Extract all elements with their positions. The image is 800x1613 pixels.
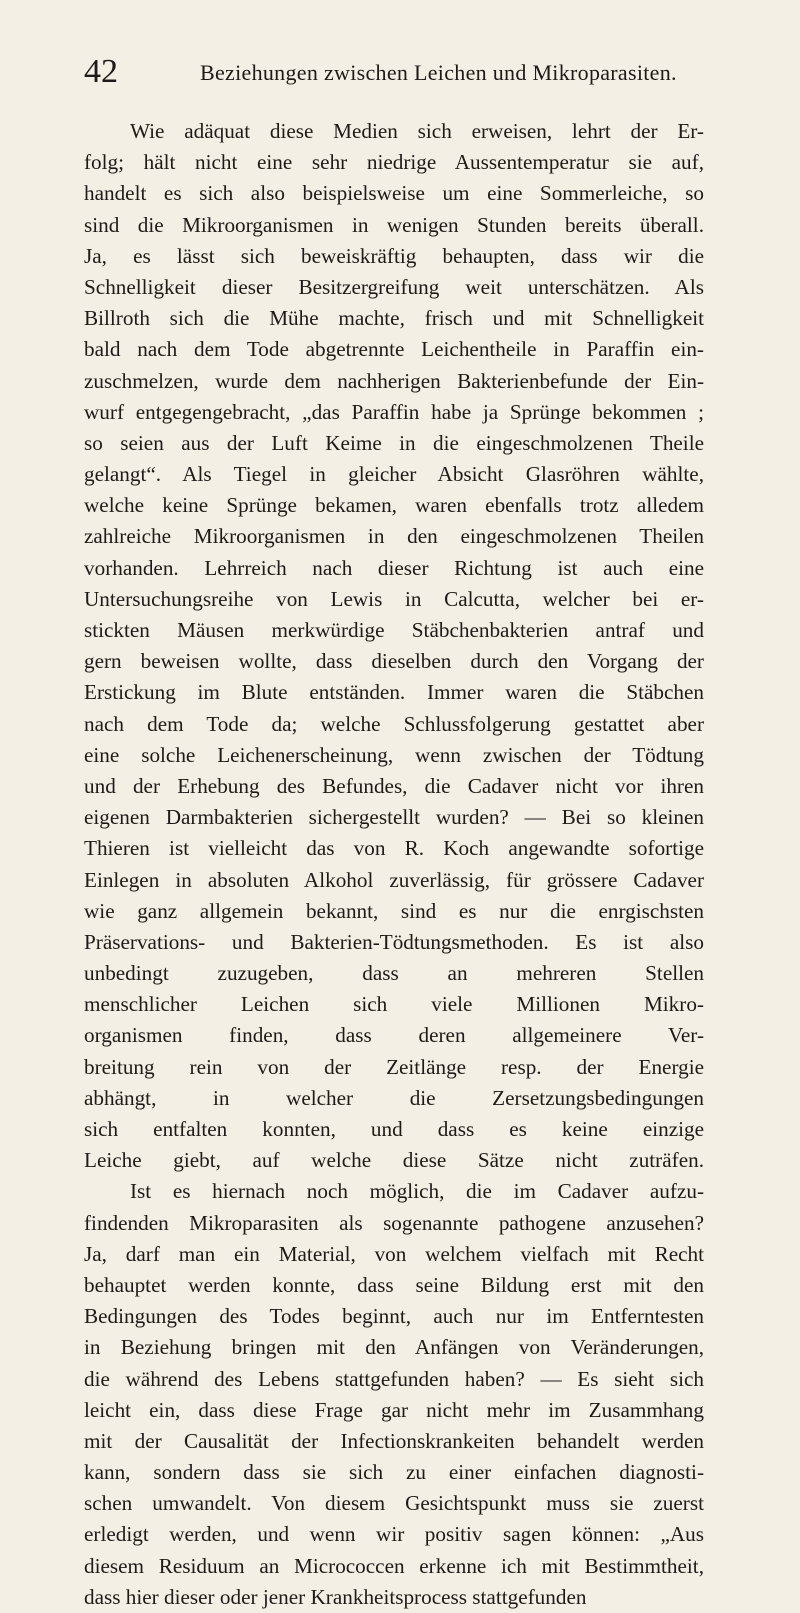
text-line: Ja, es lässt sich beweiskräftig behaupten, dass wir die: [84, 243, 704, 268]
text-line: diesem Residuum an Micrococcen erkenne ich mit Bestimmtheit,: [84, 1553, 704, 1578]
text-line: Bedingungen des Todes beginnt, auch nur im Entferntesten: [84, 1304, 704, 1329]
text-line: Wie adäquat diese Medien sich erweisen, lehrt der Er-: [130, 119, 704, 143]
text-line: wie ganz allgemein bekannt, sind es nur die enrgischsten: [84, 898, 704, 923]
text-line: sind die Mikroorganismen in wenigen Stunden bereits überall.: [84, 212, 704, 237]
page-number: 42: [84, 53, 118, 90]
text-line: in Beziehung bringen mit den Anfängen von Veränderungen,: [84, 1335, 704, 1360]
text-line: kann, sondern dass sie sich zu einer einfachen diagnosti-: [84, 1460, 704, 1485]
text-line: bald nach dem Tode abgetrennte Leichentheile in Paraffin ein-: [84, 337, 704, 362]
text-line: Leiche giebt, auf welche diese Sätze nicht zuträfen.: [84, 1148, 704, 1173]
text-line: wurf entgegengebracht, „das Paraffin habe ja Sprünge bekommen ;: [84, 399, 704, 424]
text-line: die während des Lebens stattgefunden haben? — Es sieht sich: [84, 1366, 704, 1391]
text-line: sich entfalten konnten, und dass es keine einzige: [84, 1117, 704, 1141]
text-line: leicht ein, dass diese Frage gar nicht mehr im Zusammhang: [84, 1397, 704, 1422]
text-line: Ja, darf man ein Material, von welchem vielfach mit Recht: [84, 1241, 704, 1266]
text-line: eigenen Darmbakterien sichergestellt wurden? — Bei so kleinen: [84, 805, 704, 830]
text-line: Thieren ist vielleicht das von R. Koch angewandte sofortige: [84, 836, 704, 861]
text-line: vorhanden. Lehrreich nach dieser Richtung ist auch eine: [84, 555, 704, 580]
text-line: und der Erhebung des Befundes, die Cadaver nicht vor ihren: [84, 773, 704, 798]
text-line: findenden Mikroparasiten als sogenannte pathogene anzusehen?: [84, 1210, 704, 1235]
text-line: breitung rein von der Zeitlänge resp. der Energie: [84, 1054, 704, 1079]
text-line: folg; hält nicht eine sehr niedrige Aussentemperatur sie auf,: [84, 150, 704, 175]
text-line: menschlicher Leichen sich viele Millionen Mikro-: [84, 992, 704, 1017]
text-line: stickten Mäusen merkwürdige Stäbchenbakterien antraf und: [84, 618, 704, 642]
text-line: Untersuchungsreihe von Lewis in Calcutta, welcher bei er-: [84, 586, 704, 611]
text-line: Präservations- und Bakterien-Tödtungsmethoden. Es ist also: [84, 929, 704, 954]
text-line: eine solche Leichenerscheinung, wenn zwischen der Tödtung: [84, 742, 704, 767]
text-line: Einlegen in absoluten Alkohol zuverlässig, für grössere Cadaver: [84, 867, 704, 892]
text-line: dass hier dieser oder jener Krankheitsprocess stattgefunden: [84, 1584, 587, 1609]
text-line: so seien aus der Luft Keime in die eingeschmolzenen Theile: [84, 430, 704, 455]
body-text: [84, 116, 704, 1613]
text-line: unbedingt zuzugeben, dass an mehreren Stellen: [84, 961, 704, 986]
text-line: behauptet werden konnte, dass seine Bildung erst mit den: [84, 1272, 704, 1297]
text-line: erledigt werden, und wenn wir positiv sagen können: „Aus: [84, 1522, 704, 1547]
page-header: [0, 52, 800, 92]
text-line: Erstickung im Blute entständen. Immer waren die Stäbchen: [84, 680, 704, 705]
text-line: zahlreiche Mikroorganismen in den eingeschmolzenen Theilen: [84, 524, 704, 549]
running-head: Beziehungen zwischen Leichen und Mikroparasiten.: [200, 60, 677, 85]
text-line: abhängt, in welcher die Zersetzungsbedingungen: [84, 1085, 704, 1110]
text-line: mit der Causalität der Infectionskrankeiten behandelt werden: [84, 1428, 704, 1453]
text-line: Ist es hiernach noch möglich, die im Cadaver aufzu-: [130, 1179, 704, 1204]
text-line: zuschmelzen, wurde dem nachherigen Bakterienbefunde der Ein-: [84, 368, 704, 393]
text-line: welche keine Sprünge bekamen, waren ebenfalls trotz alledem: [84, 493, 704, 518]
text-line: schen umwandelt. Von diesem Gesichtspunkt muss sie zuerst: [84, 1491, 704, 1516]
text-line: organismen finden, dass deren allgemeinere Ver-: [84, 1023, 704, 1048]
text-line: gern beweisen wollte, dass dieselben durch den Vorgang der: [84, 649, 704, 674]
text-line: handelt es sich also beispielsweise um eine Sommerleiche, so: [84, 181, 704, 206]
text-line: Schnelligkeit dieser Besitzergreifung weit unterschätzen. Als: [84, 274, 704, 299]
text-line: gelangt“. Als Tiegel in gleicher Absicht Glasröhren wählte,: [84, 462, 704, 487]
text-line: nach dem Tode da; welche Schlussfolgerung gestattet aber: [84, 711, 704, 736]
text-line: Billroth sich die Mühe machte, frisch und mit Schnelligkeit: [84, 306, 704, 331]
